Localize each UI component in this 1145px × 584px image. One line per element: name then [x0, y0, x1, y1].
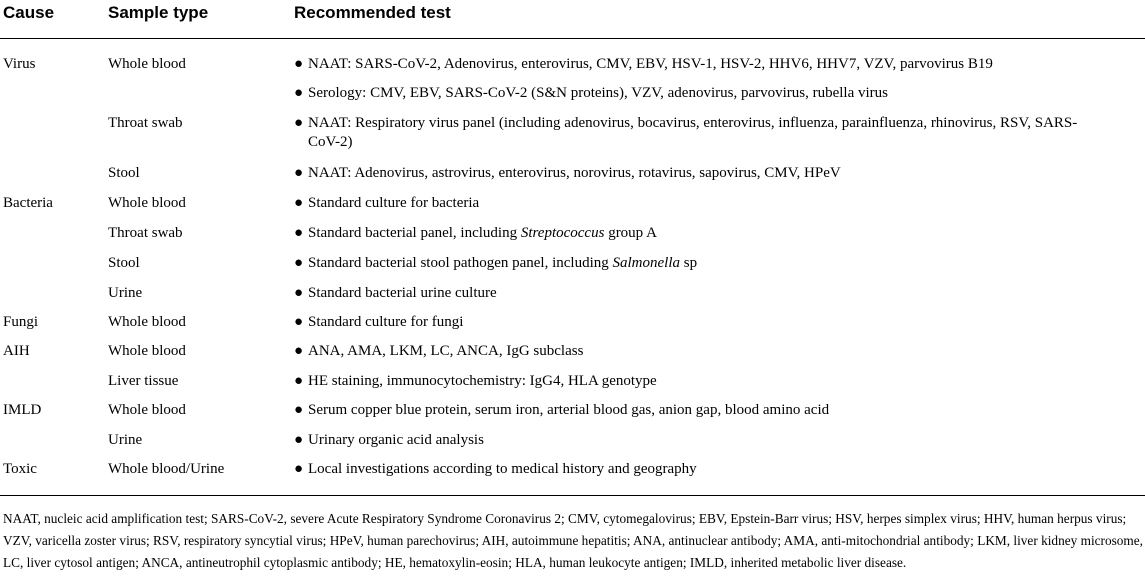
cell-cause: Toxic — [3, 461, 37, 477]
cell-sample-type: Throat swab — [108, 225, 183, 241]
organism-name: Streptococcus — [520, 225, 605, 241]
bullet-icon: ● — [294, 373, 304, 389]
table-bottom-rule — [0, 495, 1145, 496]
test-text: Standard culture for fungi — [308, 314, 464, 330]
test-text-continued: CoV-2) — [308, 134, 353, 150]
cell-sample-type: Whole blood/Urine — [108, 461, 225, 477]
cell-sample-type: Stool — [108, 165, 140, 181]
test-text: Standard bacterial panel, including — [308, 225, 521, 241]
cell-recommended-test — [294, 164, 1139, 183]
cell-sample-type: Whole blood — [108, 343, 186, 359]
cell-cause: IMLD — [3, 402, 42, 418]
bullet-icon: ● — [294, 343, 304, 359]
cell-recommended-test — [294, 460, 1139, 479]
cell-sample-type: Whole blood — [108, 402, 186, 418]
test-text: NAAT: Respiratory virus panel (including adenovirus, bocavirus, enterovirus, influenza, parainfluenza, rhinovirus, RSV, SARS- — [308, 115, 1078, 131]
cell-cause: AIH — [3, 343, 30, 359]
bullet-icon: ● — [294, 115, 304, 131]
cell-sample-type: Urine — [108, 432, 143, 448]
test-text: NAAT: SARS-CoV-2, Adenovirus, enterovirus, CMV, EBV, HSV-1, HSV-2, HHV6, HHV7, VZV, parvovirus B19 — [308, 56, 993, 72]
test-text: ANA, AMA, LKM, LC, ANCA, IgG subclass — [308, 343, 584, 359]
cell-recommended-test — [294, 401, 1139, 420]
header-sample-type: Sample type — [108, 3, 209, 22]
cell-cause: Fungi — [3, 314, 39, 330]
cell-recommended-test — [294, 55, 1139, 74]
cell-sample-type: Whole blood — [108, 195, 186, 211]
bullet-icon: ● — [294, 402, 304, 418]
table-footnote: NAAT, nucleic acid amplification test; SARS-CoV-2, severe Acute Respiratory Syndrome Coronavirus 2; CMV, cytomegalovirus; EBV, Epstein-Barr virus; HSV, herpes simplex virus; HHV, human herpus virus; VZV, varicella zoster virus; RSV, respiratory syncytial virus; HPeV, human parechovirus; AIH, autoimmune hepatitis; ANA, antinuclear antibody; AMA, anti-mitochondrial antibody; LKM, liver kidney microsome, LC, liver cytosol antigen; ANCA, antineutrophil cytoplasmic antibody; HE, hematoxylin-eosin; HLA, human leukocyte antigen; IMLD, inherited metabolic liver disease. — [3, 511, 1144, 570]
bullet-icon: ● — [294, 314, 304, 330]
bullet-icon: ● — [294, 225, 304, 241]
test-text: Urinary organic acid analysis — [308, 432, 484, 448]
bullet-icon: ● — [294, 56, 304, 72]
test-text: Standard bacterial stool pathogen panel, including — [308, 255, 613, 271]
test-text: HE staining, immunocytochemistry: IgG4, HLA genotype — [308, 373, 657, 389]
cell-recommended-test — [294, 313, 1139, 332]
test-text: Standard culture for bacteria — [308, 195, 480, 211]
test-text: NAAT: Adenovirus, astrovirus, enterovirus, norovirus, rotavirus, sapovirus, CMV, HPeV — [308, 165, 841, 181]
cell-sample-type: Whole blood — [108, 314, 186, 330]
bullet-icon: ● — [294, 165, 304, 181]
test-text: sp — [680, 255, 698, 271]
test-text: Serology: CMV, EBV, SARS-CoV-2 (S&N proteins), VZV, adenovirus, parvovirus, rubella virus — [308, 85, 889, 101]
header-cause: Cause — [3, 3, 55, 22]
bullet-icon: ● — [294, 285, 304, 301]
bullet-icon: ● — [294, 85, 304, 101]
cell-recommended-test — [294, 284, 1139, 303]
test-text: Local investigations according to medical history and geography — [308, 461, 697, 477]
cell-recommended-test — [294, 84, 1139, 103]
cell-sample-type: Throat swab — [108, 115, 183, 131]
test-text: Standard bacterial urine culture — [308, 285, 497, 301]
cell-cause: Virus — [3, 56, 36, 72]
cell-recommended-test — [294, 254, 1139, 273]
bullet-icon: ● — [294, 432, 304, 448]
bullet-icon: ● — [294, 255, 304, 271]
cell-sample-type: Liver tissue — [108, 373, 179, 389]
bullet-icon: ● — [294, 195, 304, 211]
cell-recommended-test — [294, 114, 1139, 152]
cell-recommended-test — [294, 431, 1139, 450]
cell-recommended-test — [294, 342, 1139, 361]
cell-sample-type: Urine — [108, 285, 143, 301]
test-text: Serum copper blue protein, serum iron, arterial blood gas, anion gap, blood amino acid — [308, 402, 830, 418]
cell-recommended-test — [294, 372, 1139, 391]
bullet-icon: ● — [294, 461, 304, 477]
header-rule — [0, 38, 1145, 39]
test-text: group A — [604, 225, 657, 241]
header-recommended-test: Recommended test — [294, 3, 451, 22]
cell-recommended-test — [294, 194, 1139, 213]
cell-recommended-test — [294, 224, 1139, 243]
organism-name: Salmonella — [612, 255, 680, 271]
cell-sample-type: Stool — [108, 255, 140, 271]
cell-cause: Bacteria — [3, 195, 53, 211]
cell-sample-type: Whole blood — [108, 56, 186, 72]
